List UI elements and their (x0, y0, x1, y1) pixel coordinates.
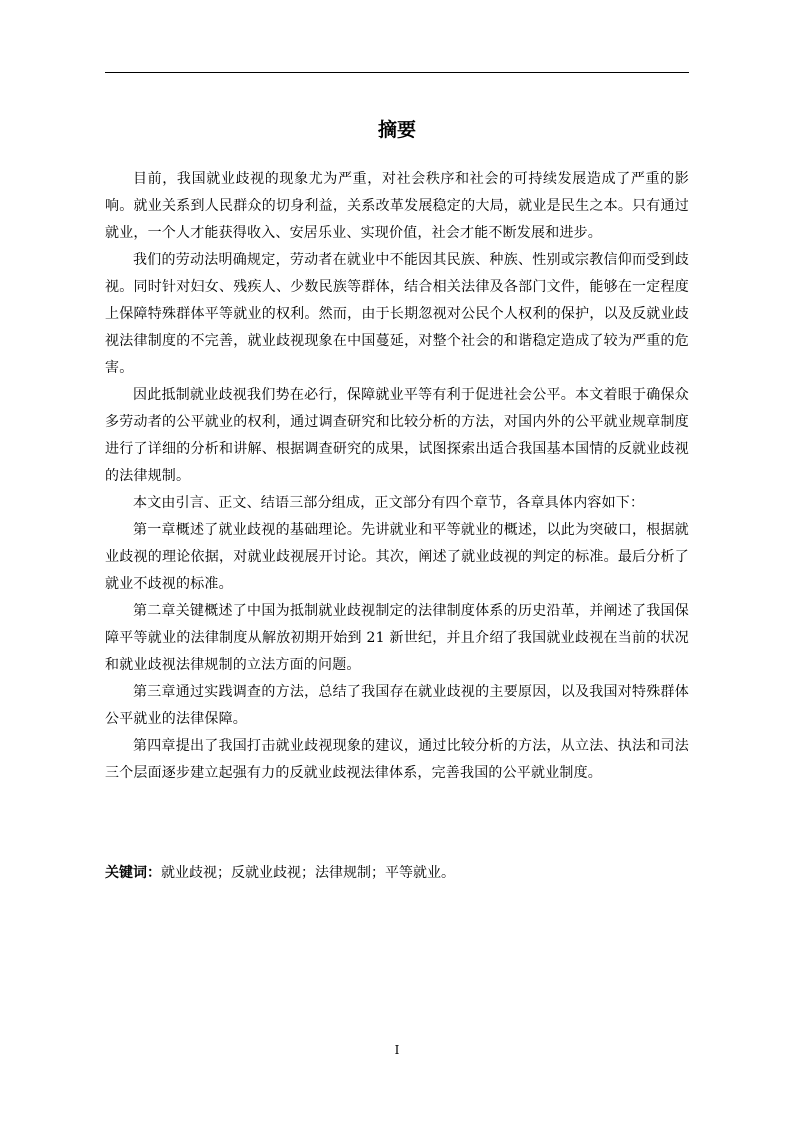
paragraph-5: 第一章概述了就业歧视的基础理论。先讲就业和平等就业的概述，以此为突破口，根据就业歧视的理论依据，对就业歧视展开讨论。其次，阐述了就业歧视的判定的标准。最后分析了就业不歧视的标准。 (105, 522, 689, 592)
paragraph-3: 因此抵制就业歧视我们势在必行，保障就业平等有利于促进社会公平。本文着眼于确保众多劳动者的公平就业的权利，通过调查研究和比较分析的方法，对国内外的公平就业规章制度进行了详细的分析和讲解、根据调查研究的成果，试图探索出适合我国基本国情的反就业歧视的法律规制。 (105, 387, 689, 484)
paragraph-8: 第四章提出了我国打击就业歧视现象的建议，通过比较分析的方法，从立法、执法和司法三个层面逐步建立起强有力的反就业歧视法律体系，完善我国的公平就业制度。 (105, 738, 689, 781)
keywords-text: 就业歧视；反就业歧视；法律规制；平等就业。 (161, 865, 455, 881)
paragraph-7: 第三章通过实践调查的方法，总结了我国存在就业歧视的主要原因，以及我国对特殊群体公平就业的法律保障。 (105, 684, 689, 727)
keywords-line (105, 860, 689, 887)
paragraph-2: 我们的劳动法明确规定，劳动者在就业中不能因其民族、种族、性别或宗教信仰而受到歧视。同时针对妇女、残疾人、少数民族等群体，结合相关法律及各部门文件，能够在一定程度上保障特殊群体平等就业的权利。然而，由于长期忽视对公民个人权利的保护，以及反就业歧视法律制度的不完善，就业歧视现象在中国蔓延，对整个社会的和谐稳定造成了较为严重的危害。 (105, 252, 689, 376)
paragraph-1: 目前，我国就业歧视的现象尤为严重，对社会秩序和社会的可持续发展造成了严重的影响。就业关系到人民群众的切身利益，关系改革发展稳定的大局，就业是民生之本。只有通过就业，一个人才能获得收入、安居乐业、实现价值，社会才能不断发展和进步。 (105, 171, 689, 241)
keywords-label: 关键词： (105, 865, 161, 881)
paragraph-4: 本文由引言、正文、结语三部分组成，正文部分有四个章节，各章具体内容如下： (133, 495, 645, 511)
page-number: I (394, 1043, 400, 1057)
abstract-body (105, 166, 689, 787)
abstract-title: 摘要 (377, 119, 416, 141)
paragraph-6: 第二章关键概述了中国为抵制就业歧视制定的法律制度体系的历史沿革，并阐述了我国保障平等就业的法律制度从解放初期开始到 21 新世纪，并且介绍了我国就业歧视在当前的状况和就业歧视法律规制的立法方面的问题。 (105, 603, 689, 673)
header-rule (105, 72, 689, 73)
